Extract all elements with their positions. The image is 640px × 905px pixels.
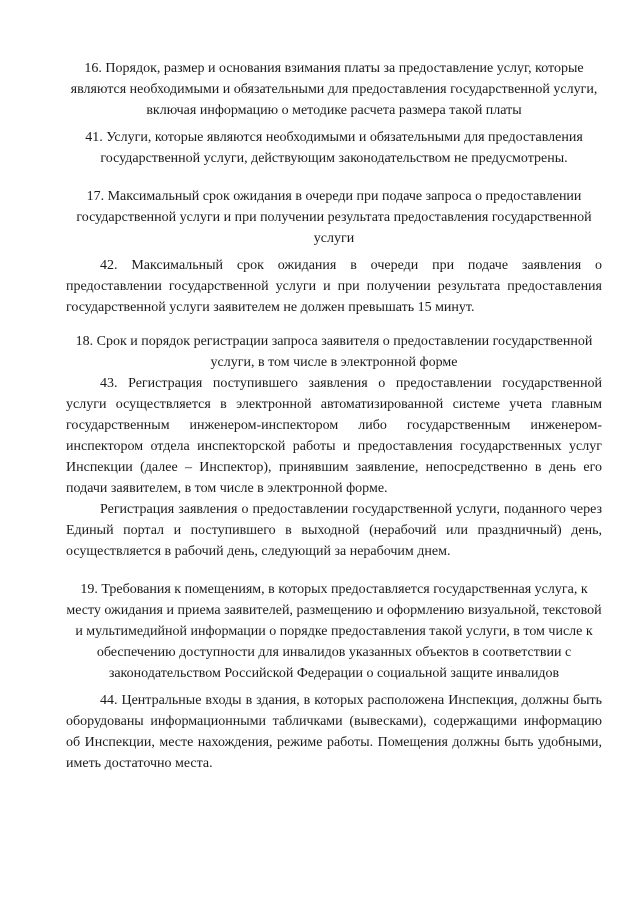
- paragraph-42: 42. Максимальный срок ожидания в очереди при подаче заявления о предоставлении государственной услуги и при получении результата предоставления государственной услуги заявителем не должен превышать 15 минут.: [66, 258, 602, 315]
- section-18-heading: 18. Срок и порядок регистрации запроса заявителя о предоставлении государственной услуги, в том числе в электронной форме: [75, 334, 593, 370]
- paragraph-43-registration: Регистрация заявления о предоставлении государственной услуги, поданного через Единый портал и поступившего в выходной (нерабочий или праздничный) день, осуществляется в рабочий день, следующий за нерабочим днем.: [66, 502, 602, 559]
- section-19-heading: 19. Требования к помещениям, в которых предоставляется государственная услуга, к месту ожидания и приема заявителей, размещению и оформлению визуальной, текстовой и мультимедийной информации о порядке предоставления такой услуги, в том числе к обеспечению доступности для инвалидов указанных объектов в соответствии с законодательством Российской Федерации о социальной защите инвалидов: [66, 582, 602, 681]
- paragraph-43: 43. Регистрация поступившего заявления о предоставлении государственной услуги осуществляется в электронной автоматизированной системе учета главным государственным инженером-инспектором либо государственным инженером-инспектором отдела инспекторской работы и предоставления государственных услуг Инспекции (далее – Инспектор), принявшим заявление, непосредственно в день его подачи заявителем, в том числе в электронной форме.: [66, 376, 602, 496]
- paragraph-44: 44. Центральные входы в здания, в которых расположена Инспекция, должны быть оборудованы информационными табличками (вывесками), содержащими информацию об Инспекции, месте нахождения, режиме работы. Помещения должны быть удобными, иметь достаточно места.: [66, 693, 602, 771]
- section-17-heading: 17. Максимальный срок ожидания в очереди при подаче запроса о предоставлении государственной услуги и при получении результата предоставления государственной услуги: [76, 189, 592, 246]
- section-16-heading: 16. Порядок, размер и основания взимания платы за предоставление услуг, которые являются необходимыми и обязательными для предоставления государственной услуги, включая информацию о методике расчета размера такой платы: [70, 61, 598, 118]
- paragraph-41: 41. Услуги, которые являются необходимыми и обязательными для предоставления государственной услуги, действующим законодательством не предусмотрены.: [85, 130, 583, 166]
